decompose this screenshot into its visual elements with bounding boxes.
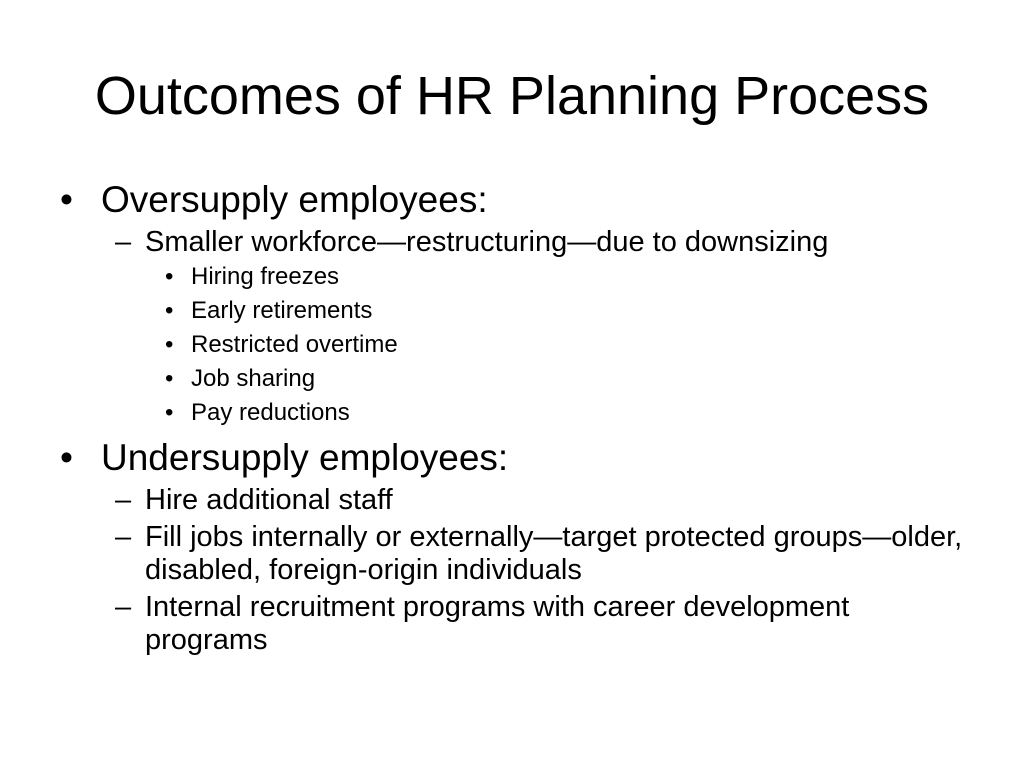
bullet-marker: • <box>165 297 174 324</box>
sub-sub-bullet-job-sharing <box>145 365 976 393</box>
sub-bullet-hire-additional-staff <box>101 484 976 517</box>
bullet-text: Oversupply employees: <box>101 179 488 220</box>
sub-bullet-text: Hire additional staff <box>145 484 393 516</box>
sub-list <box>101 226 976 427</box>
sub-bullet-fill-jobs <box>101 521 976 587</box>
slide-body <box>56 178 976 661</box>
sub-bullet-text: Fill jobs internally or externally—target protected groups—older, disabled, foreign-origin individuals <box>145 521 963 586</box>
sub-bullet-internal-recruitment <box>101 591 976 657</box>
bullet-undersupply <box>56 436 976 657</box>
sub-bullet-smaller-workforce <box>101 226 976 427</box>
dash-marker: – <box>115 484 132 516</box>
bullet-text: Undersupply employees: <box>101 437 509 478</box>
bullet-list <box>56 178 976 657</box>
sub-sub-bullet-restricted-overtime <box>145 331 976 359</box>
bullet-marker: • <box>165 263 174 290</box>
dash-marker: – <box>115 226 132 258</box>
sub-bullet-text: Smaller workforce—restructuring—due to downsizing <box>145 226 829 258</box>
sub-sub-bullet-pay-reductions <box>145 399 976 427</box>
bullet-marker: • <box>165 399 174 426</box>
bullet-oversupply <box>56 178 976 427</box>
dash-marker: – <box>115 591 132 623</box>
bullet-marker: • <box>165 331 174 358</box>
bullet-marker: • <box>60 437 73 478</box>
sub-sub-bullet-text: Job sharing <box>191 365 316 392</box>
sub-sub-list <box>145 263 976 427</box>
sub-sub-bullet-text: Hiring freezes <box>191 263 340 290</box>
sub-sub-bullet-text: Restricted overtime <box>191 331 398 358</box>
bullet-marker: • <box>60 179 73 220</box>
sub-sub-bullet-text: Early retirements <box>191 297 373 324</box>
sub-sub-bullet-early-retirements <box>145 297 976 325</box>
slide-title: Outcomes of HR Planning Process <box>94 66 930 126</box>
dash-marker: – <box>115 521 132 553</box>
bullet-marker: • <box>165 365 174 392</box>
sub-bullet-text: Internal recruitment programs with career development programs <box>145 591 850 656</box>
sub-sub-bullet-text: Pay reductions <box>191 399 350 426</box>
sub-list <box>101 484 976 657</box>
sub-sub-bullet-hiring-freezes <box>145 263 976 291</box>
